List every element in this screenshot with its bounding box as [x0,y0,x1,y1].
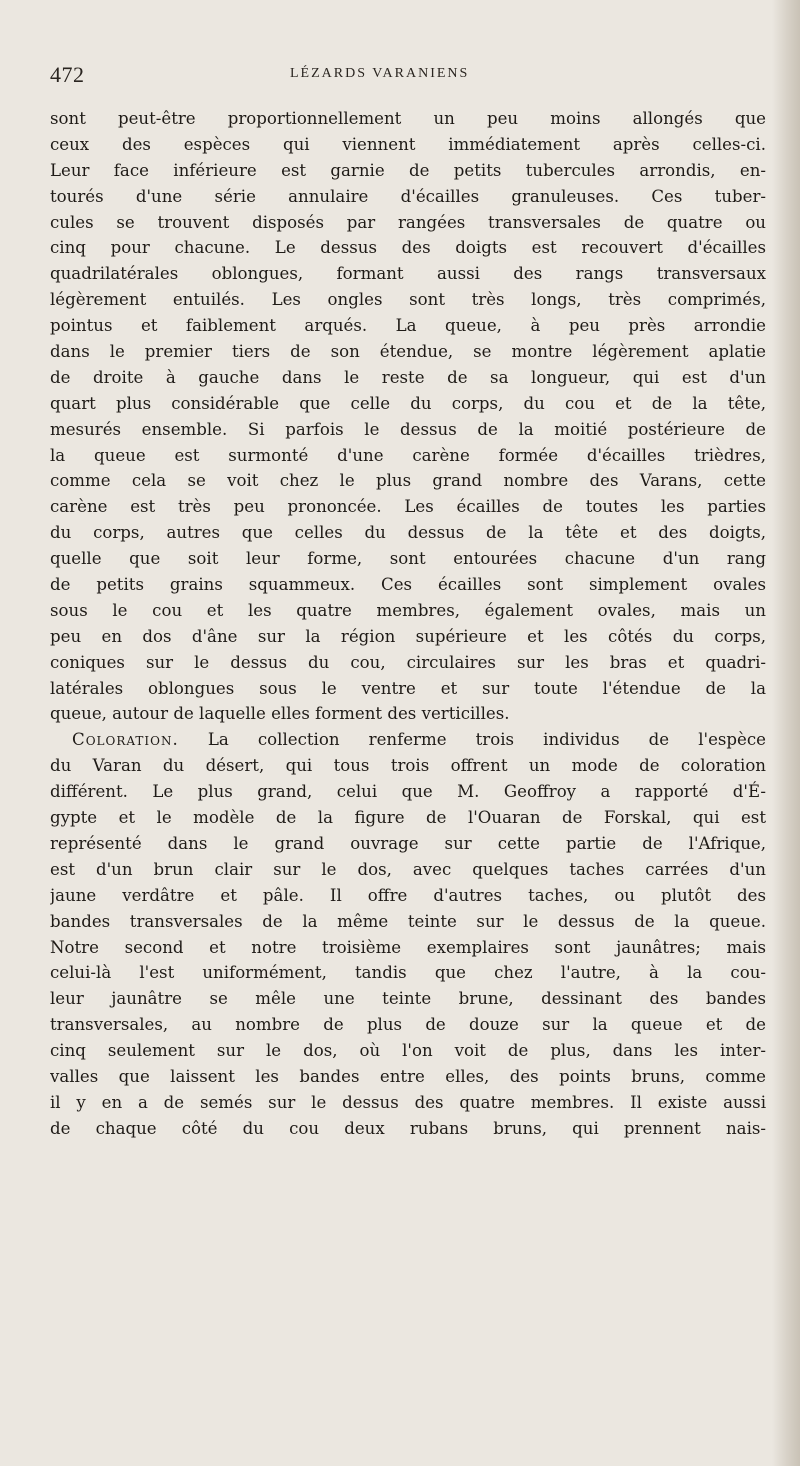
text-line: jaune verdâtre et pâle. Il offre d'autres taches, ou plutôt des [50,885,766,905]
text-line: gypte et le modèle de la figure de l'Ouaran de Forskal, qui est [50,808,766,828]
text-line: représenté dans le grand ouvrage sur cette partie de l'Afrique, [50,833,766,853]
text-line: différent. Le plus grand, celui que M. Geoffroy a rapporté d'É- [50,782,766,802]
text-line: transversales, au nombre de plus de douze sur la queue et de [50,1015,766,1035]
text-line: quelle que soit leur forme, sont entourées chacune d'un rang [50,549,766,569]
text-line: de petits grains squammeux. Ces écailles sont simplement ovales [50,575,766,595]
text-line: du Varan du désert, qui tous trois offrent un mode de coloration [50,756,766,776]
text-line: sous le cou et les quatre membres, également ovales, mais un [50,600,766,620]
text-line: pointus et faiblement arqués. La queue, à peu près arrondie [50,316,766,336]
page-number: 472 [50,62,85,87]
running-title: LÉZARDS VARANIENS [290,66,470,81]
text-line: coniques sur le dessus du cou, circulaires sur les bras et quadri- [50,652,766,672]
text-line: cules se trouvent disposés par rangées transversales de quatre ou [50,212,766,232]
text-line: cinq seulement sur le dos, où l'on voit de plus, dans les inter- [50,1041,766,1061]
text-line: ceux des espèces qui viennent immédiatement après celles-ci. [50,134,766,154]
text-line: Leur face inférieure est garnie de petits tubercules arrondis, en- [50,160,766,180]
text-line: celui-là l'est uniformément, tandis que chez l'autre, à la cou- [50,963,766,983]
text-line-paragraph-end: queue, autour de laquelle elles forment des verticilles. [50,704,510,724]
text-line: Notre second et notre troisième exemplaires sont jaunâtres; mais [50,937,766,957]
text-line: quadrilatérales oblongues, formant aussi des rangs transversaux [50,264,766,284]
text-line: cinq pour chacune. Le dessus des doigts est recouvert d'écailles [50,238,766,258]
text-line: quart plus considérable que celle du corps, du cou et de la tête, [50,393,766,413]
text-line: tourés d'une série annulaire d'écailles granuleuses. Ces tuber- [50,186,766,206]
text-line: latérales oblongues sous le ventre et sur toute l'étendue de la [50,678,766,698]
running-header [50,62,770,88]
text-line: leur jaunâtre se mêle une teinte brune, dessinant des bandes [50,989,766,1009]
text-line: il y en a de semés sur le dessus des quatre membres. Il existe aussi [50,1092,766,1112]
text-line: mesurés ensemble. Si parfois le dessus de la moitié postérieure de [50,419,766,439]
text-line: la queue est surmonté d'une carène formée d'écailles trièdres, [50,445,766,465]
coloration-paragraph-start [50,727,766,753]
text-line: carène est très peu prononcée. Les écailles de toutes les parties [50,497,766,517]
body-text [50,106,766,1142]
text-line: comme cela se voit chez le plus grand nombre des Varans, cette [50,471,766,491]
text-line: peu en dos d'âne sur la région supérieure et les côtés du corps, [50,626,766,646]
page-edge-shadow [772,0,800,1466]
text-line: est d'un brun clair sur le dos, avec quelques taches carrées d'un [50,859,766,879]
coloration-first-line-text: La collection renferme trois individus de l'espèce [207,730,766,750]
text-line: dans le premier tiers de son étendue, se montre légèrement aplatie [50,342,766,362]
text-line: du corps, autres que celles du dessus de la tête et des doigts, [50,523,766,543]
text-line: bandes transversales de la même teinte sur le dessus de la queue. [50,911,766,931]
text-line: de chaque côté du cou deux rubans bruns, qui prennent nais- [50,1118,766,1138]
text-line: valles que laissent les bandes entre elles, des points bruns, comme [50,1066,766,1086]
text-line: de droite à gauche dans le reste de sa longueur, qui est d'un [50,367,766,387]
text-line: légèrement entuilés. Les ongles sont très longs, très comprimés, [50,290,766,310]
text-line: sont peut-être proportionnellement un peu moins allongés que [50,109,766,128]
coloration-heading: Coloration. [72,730,179,750]
